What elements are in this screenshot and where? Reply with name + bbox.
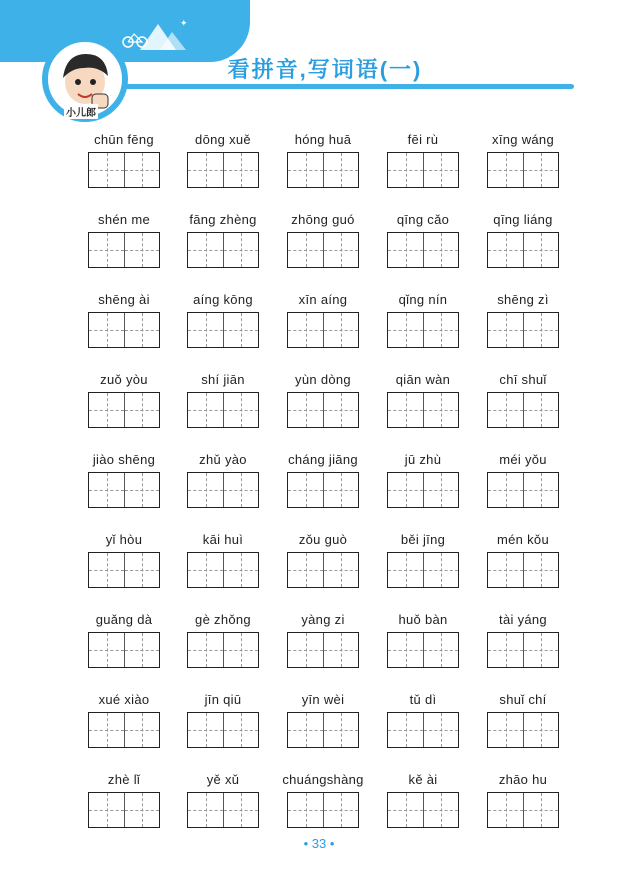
writing-cell[interactable]: [188, 793, 223, 827]
writing-cell[interactable]: [188, 233, 223, 267]
word-item: [471, 610, 575, 682]
writing-cell[interactable]: [388, 793, 423, 827]
pinyin-label: yàng zi: [301, 612, 345, 627]
word-item: [271, 530, 375, 602]
tian-grid-box[interactable]: [187, 232, 259, 268]
word-item: [371, 450, 475, 522]
pinyin-label: yǐ hòu: [105, 532, 143, 547]
tian-grid-box[interactable]: [487, 792, 559, 828]
writing-cell[interactable]: [89, 153, 124, 187]
writing-cell[interactable]: [423, 233, 458, 267]
writing-cell[interactable]: [423, 153, 458, 187]
writing-cell[interactable]: [323, 553, 358, 587]
tian-grid-box[interactable]: [287, 632, 359, 668]
writing-cell[interactable]: [288, 793, 323, 827]
tian-grid-box[interactable]: [487, 392, 559, 428]
tian-grid-box[interactable]: [88, 712, 160, 748]
writing-cell[interactable]: [488, 313, 523, 347]
word-item: [371, 530, 475, 602]
pinyin-label: fēi rù: [407, 132, 439, 147]
word-item: [371, 370, 475, 442]
tian-grid-box[interactable]: [187, 632, 259, 668]
writing-cell[interactable]: [423, 713, 458, 747]
writing-cell[interactable]: [423, 633, 458, 667]
writing-cell[interactable]: [89, 473, 124, 507]
writing-cell[interactable]: [523, 313, 558, 347]
word-item: [371, 610, 475, 682]
writing-cell[interactable]: [89, 393, 124, 427]
writing-cell[interactable]: [288, 553, 323, 587]
writing-cell[interactable]: [89, 633, 124, 667]
pinyin-label: yīn wèi: [301, 692, 345, 707]
pinyin-label: zuǒ yòu: [100, 372, 148, 387]
pinyin-label: shí jiān: [201, 372, 245, 387]
word-item: [72, 610, 176, 682]
writing-cell[interactable]: [488, 713, 523, 747]
writing-cell[interactable]: [223, 633, 258, 667]
writing-cell[interactable]: [488, 793, 523, 827]
writing-cell[interactable]: [323, 713, 358, 747]
word-item: [72, 770, 176, 842]
writing-cell[interactable]: [188, 713, 223, 747]
writing-cell[interactable]: [323, 153, 358, 187]
tian-grid-box[interactable]: [187, 392, 259, 428]
writing-cell[interactable]: [124, 553, 159, 587]
writing-cell[interactable]: [488, 233, 523, 267]
writing-cell[interactable]: [288, 233, 323, 267]
tian-grid-box[interactable]: [88, 152, 160, 188]
writing-cell[interactable]: [388, 473, 423, 507]
writing-cell[interactable]: [288, 313, 323, 347]
word-item: [471, 290, 575, 362]
tian-grid-box[interactable]: [88, 232, 160, 268]
writing-cell[interactable]: [124, 793, 159, 827]
pinyin-label: qīng liáng: [493, 212, 553, 227]
tian-grid-box[interactable]: [88, 552, 160, 588]
writing-cell[interactable]: [488, 633, 523, 667]
tian-grid-box[interactable]: [487, 712, 559, 748]
tian-grid-box[interactable]: [287, 712, 359, 748]
pinyin-label: zǒu guò: [298, 532, 348, 547]
writing-cell[interactable]: [423, 553, 458, 587]
pinyin-label: guǎng dà: [95, 612, 153, 627]
word-item: [171, 610, 275, 682]
writing-cell[interactable]: [423, 313, 458, 347]
word-item: [72, 370, 176, 442]
word-item: [271, 370, 375, 442]
writing-cell[interactable]: [288, 473, 323, 507]
tian-grid-box[interactable]: [487, 232, 559, 268]
writing-cell[interactable]: [323, 633, 358, 667]
word-item: [171, 690, 275, 762]
writing-cell[interactable]: [488, 393, 523, 427]
page-number: • 33 •: [303, 836, 335, 851]
writing-cell[interactable]: [124, 233, 159, 267]
word-item: [72, 450, 176, 522]
word-item: [171, 450, 275, 522]
word-item: [171, 210, 275, 282]
pinyin-label: tài yáng: [499, 612, 547, 627]
writing-cell[interactable]: [188, 393, 223, 427]
writing-cell[interactable]: [488, 553, 523, 587]
tian-grid-box[interactable]: [187, 712, 259, 748]
pinyin-label: yùn dòng: [295, 372, 351, 387]
writing-cell[interactable]: [89, 233, 124, 267]
writing-cell[interactable]: [124, 473, 159, 507]
tian-grid-box[interactable]: [487, 472, 559, 508]
pinyin-label: hóng huā: [294, 132, 352, 147]
tian-grid-box[interactable]: [88, 632, 160, 668]
writing-cell[interactable]: [523, 793, 558, 827]
tian-grid-box[interactable]: [287, 552, 359, 588]
writing-cell[interactable]: [124, 633, 159, 667]
writing-cell[interactable]: [523, 473, 558, 507]
writing-cell[interactable]: [223, 553, 258, 587]
writing-cell[interactable]: [288, 713, 323, 747]
tian-grid-box[interactable]: [88, 392, 160, 428]
tian-grid-box[interactable]: [387, 312, 459, 348]
writing-cell[interactable]: [388, 233, 423, 267]
pinyin-label: dōng xuě: [195, 132, 251, 147]
tian-grid-box[interactable]: [287, 232, 359, 268]
word-item: [271, 690, 375, 762]
svg-text:✦: ✦: [180, 18, 188, 28]
writing-cell[interactable]: [388, 313, 423, 347]
pinyin-label: qiān wàn: [395, 372, 451, 387]
tian-grid-box[interactable]: [387, 152, 459, 188]
word-item: [72, 530, 176, 602]
writing-cell[interactable]: [89, 313, 124, 347]
pinyin-label: shuǐ chí: [499, 692, 547, 707]
tian-grid-box[interactable]: [487, 552, 559, 588]
mountain-bicycle-icon: [120, 16, 190, 50]
pinyin-label: kāi huì: [202, 532, 244, 547]
pinyin-label: xīng wáng: [492, 132, 554, 147]
page-title: 看拼音,写词语(一): [227, 57, 423, 82]
writing-cell[interactable]: [223, 473, 258, 507]
page-header: [0, 0, 638, 120]
writing-cell[interactable]: [523, 553, 558, 587]
word-item: [271, 290, 375, 362]
tian-grid-box[interactable]: [287, 792, 359, 828]
writing-cell[interactable]: [523, 713, 558, 747]
tian-grid-box[interactable]: [187, 792, 259, 828]
word-item: [371, 690, 475, 762]
writing-cell[interactable]: [388, 153, 423, 187]
writing-cell[interactable]: [188, 153, 223, 187]
word-item: [371, 130, 475, 202]
writing-cell[interactable]: [124, 713, 159, 747]
tian-grid-box[interactable]: [387, 232, 459, 268]
tian-grid-box[interactable]: [387, 712, 459, 748]
writing-cell[interactable]: [523, 153, 558, 187]
pinyin-label: shén me: [98, 212, 150, 227]
writing-cell[interactable]: [223, 713, 258, 747]
writing-cell[interactable]: [523, 393, 558, 427]
pinyin-label: mén kǒu: [497, 532, 549, 547]
tian-grid-box[interactable]: [387, 632, 459, 668]
pinyin-label: qǐng nín: [398, 292, 448, 307]
tian-grid-box[interactable]: [487, 632, 559, 668]
writing-cell[interactable]: [388, 633, 423, 667]
writing-cell[interactable]: [89, 713, 124, 747]
word-item: [271, 770, 375, 842]
word-item: [271, 450, 375, 522]
writing-cell[interactable]: [188, 553, 223, 587]
word-item: [471, 130, 575, 202]
tian-grid-box[interactable]: [187, 472, 259, 508]
writing-cell[interactable]: [223, 313, 258, 347]
pinyin-label: shēng ài: [98, 292, 150, 307]
writing-cell[interactable]: [89, 553, 124, 587]
writing-cell[interactable]: [188, 633, 223, 667]
word-item: [171, 290, 275, 362]
writing-cell[interactable]: [223, 793, 258, 827]
word-item: [271, 610, 375, 682]
pinyin-label: xué xiào: [98, 692, 150, 707]
pinyin-label: chī shuǐ: [499, 372, 547, 387]
pinyin-label: yě xǔ: [206, 772, 240, 787]
word-item: [72, 690, 176, 762]
tian-grid-box[interactable]: [187, 152, 259, 188]
tian-grid-box[interactable]: [287, 392, 359, 428]
tian-grid-box[interactable]: [287, 472, 359, 508]
pinyin-label: jīn qiū: [204, 692, 242, 707]
writing-cell[interactable]: [124, 313, 159, 347]
pinyin-label: zhōng guó: [291, 212, 355, 227]
word-item: [371, 290, 475, 362]
word-item: [72, 130, 176, 202]
writing-cell[interactable]: [488, 473, 523, 507]
tian-grid-box[interactable]: [487, 312, 559, 348]
word-item: [271, 130, 375, 202]
writing-cell[interactable]: [223, 153, 258, 187]
pinyin-label: kě ài: [408, 772, 438, 787]
writing-cell[interactable]: [124, 393, 159, 427]
tian-grid-box[interactable]: [387, 792, 459, 828]
pinyin-label: cháng jiāng: [288, 452, 358, 467]
pinyin-label: zhāo hu: [498, 772, 548, 787]
word-item: [471, 690, 575, 762]
tian-grid-box[interactable]: [88, 472, 160, 508]
writing-cell[interactable]: [523, 633, 558, 667]
pinyin-label: qīng cǎo: [396, 212, 450, 227]
writing-cell[interactable]: [323, 793, 358, 827]
pinyin-label: méi yǒu: [499, 452, 547, 467]
tian-grid-box[interactable]: [387, 392, 459, 428]
writing-cell[interactable]: [323, 393, 358, 427]
writing-cell[interactable]: [188, 473, 223, 507]
writing-cell[interactable]: [423, 393, 458, 427]
mascot-label: 小儿郎: [64, 104, 98, 119]
pinyin-label: aíng kōng: [193, 292, 253, 307]
tian-grid-box[interactable]: [88, 792, 160, 828]
word-item: [171, 530, 275, 602]
word-item: [471, 530, 575, 602]
pinyin-label: jū zhù: [404, 452, 442, 467]
writing-cell[interactable]: [323, 473, 358, 507]
writing-cell[interactable]: [423, 793, 458, 827]
tian-grid-box[interactable]: [487, 152, 559, 188]
word-item: [471, 210, 575, 282]
writing-cell[interactable]: [323, 233, 358, 267]
pinyin-label: běi jīng: [400, 532, 446, 547]
pinyin-label: chuángshàng: [282, 772, 364, 787]
writing-cell[interactable]: [223, 233, 258, 267]
writing-cell[interactable]: [323, 313, 358, 347]
word-item: [471, 770, 575, 842]
word-item: [371, 770, 475, 842]
writing-cell[interactable]: [423, 473, 458, 507]
pinyin-label: gè zhǒng: [195, 612, 251, 627]
word-item: [171, 770, 275, 842]
pinyin-label: huǒ bàn: [398, 612, 448, 627]
writing-cell[interactable]: [388, 393, 423, 427]
tian-grid-box[interactable]: [187, 312, 259, 348]
tian-grid-box[interactable]: [287, 312, 359, 348]
tian-grid-box[interactable]: [287, 152, 359, 188]
word-item: [72, 290, 176, 362]
pinyin-label: xīn aíng: [298, 292, 348, 307]
pinyin-label: zhǔ yào: [199, 452, 247, 467]
word-item: [171, 370, 275, 442]
tian-grid-box[interactable]: [187, 552, 259, 588]
writing-cell[interactable]: [388, 713, 423, 747]
word-item: [171, 130, 275, 202]
writing-cell[interactable]: [488, 153, 523, 187]
writing-cell[interactable]: [288, 393, 323, 427]
tian-grid-box[interactable]: [88, 312, 160, 348]
tian-grid-box[interactable]: [387, 472, 459, 508]
pinyin-label: shēng zì: [497, 292, 549, 307]
word-item: [471, 450, 575, 522]
pinyin-label: zhè lǐ: [107, 772, 141, 787]
pinyin-label: jiào shēng: [92, 452, 156, 467]
tian-grid-box[interactable]: [387, 552, 459, 588]
pinyin-label: tǔ dì: [409, 692, 437, 707]
writing-cell[interactable]: [223, 393, 258, 427]
word-item: [72, 210, 176, 282]
writing-cell[interactable]: [124, 153, 159, 187]
pinyin-label: chūn fēng: [94, 132, 154, 147]
writing-cell[interactable]: [188, 313, 223, 347]
writing-cell[interactable]: [523, 233, 558, 267]
word-item: [471, 370, 575, 442]
word-item: [371, 210, 475, 282]
pinyin-label: fāng zhèng: [189, 212, 257, 227]
writing-cell[interactable]: [288, 153, 323, 187]
writing-cell[interactable]: [288, 633, 323, 667]
writing-cell[interactable]: [388, 553, 423, 587]
writing-cell[interactable]: [89, 793, 124, 827]
word-item: [271, 210, 375, 282]
